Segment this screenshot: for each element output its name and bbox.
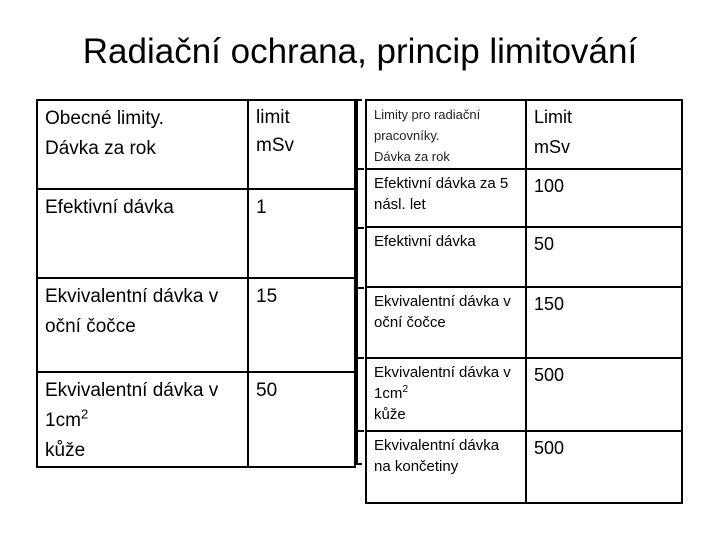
dose-name: Ekvivalentní dávka v $1cm^2$ kůže [366, 358, 526, 431]
dose-name: Efektivní dávka za 5 násl. let [366, 169, 526, 227]
table-header-row [366, 100, 682, 169]
table-row [366, 169, 682, 227]
dose-value: 1 [248, 189, 355, 278]
table-row [37, 189, 355, 278]
table-row [366, 358, 682, 431]
table-row [37, 278, 355, 372]
dose-name: Ekvivalentní dávka v oční čočce [37, 278, 248, 372]
table-row [366, 287, 682, 358]
worker-limits-table [365, 99, 683, 504]
dose-value: 500 [526, 431, 682, 503]
dose-name: Ekvivalentní dávka na končetiny [366, 431, 526, 503]
dose-value: 100 [526, 169, 682, 227]
table-row [366, 431, 682, 503]
unit-label: Limit [534, 107, 573, 127]
dose-name: Efektivní dávka [37, 189, 248, 278]
table-row [366, 227, 682, 287]
dose-value: 50 [248, 372, 355, 467]
dose-value: 500 [526, 358, 682, 431]
dose-value: 15 [248, 278, 355, 372]
general-limits-table [36, 99, 356, 468]
header-unit-cell [248, 100, 355, 189]
dose-value: 50 [526, 227, 682, 287]
table-row [37, 372, 355, 467]
unit-value: mSv [534, 137, 570, 157]
header-unit-cell [526, 100, 682, 169]
dose-name: Ekvivalentní dávka v $1cm^2$ kůže [37, 372, 248, 467]
header-label: Limity pro radiační pracovníky. [374, 107, 481, 143]
dose-name: Ekvivalentní dávka v oční čočce [366, 287, 526, 358]
header-label: Obecné limity. [45, 108, 164, 129]
header-sublabel: Dávka za rok [45, 138, 156, 159]
unit-value: mSv [256, 135, 294, 156]
occluded-table-edge [356, 99, 362, 465]
unit-label: limit [256, 107, 290, 128]
dose-name: Efektivní dávka [366, 227, 526, 287]
slide-title: Radiační ochrana, princip limitování [82, 32, 638, 71]
header-sublabel: Dávka za rok [374, 149, 450, 164]
header-name-cell [37, 100, 248, 189]
header-name-cell [366, 100, 526, 169]
table-header-row [37, 100, 355, 189]
dose-value: 150 [526, 287, 682, 358]
